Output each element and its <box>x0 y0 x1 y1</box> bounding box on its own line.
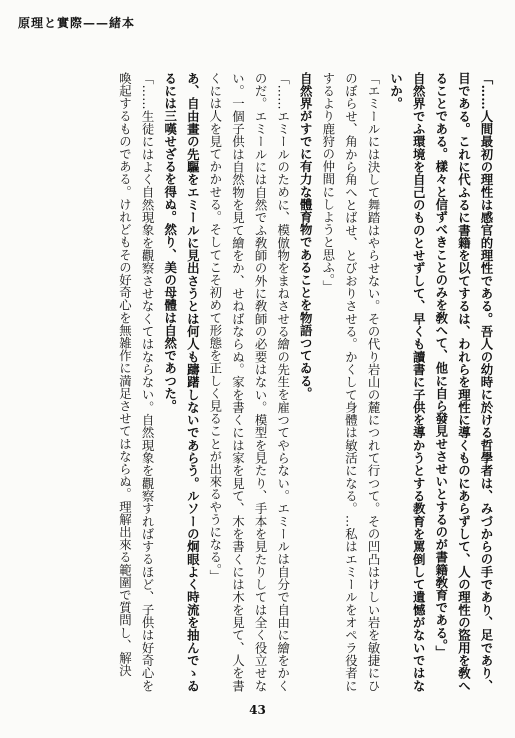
body-text <box>27 72 497 692</box>
paragraph-commentary-1: 自然界でふ環境を自己のものとせずして、早くも讀書に子供を導かうとする教育を罵倒して遺憾がないではないか。 <box>388 72 427 692</box>
paragraph-quote-1: 「……人間最初の理性は感官的理性である。吾人の幼時に於ける哲學者は、みづからの手であり、足であり、目である。これに代ふるに書籍を以てするは、われらを理性に導くものにあらずして、人の理性の盜用を敎へることである。樣々と信ずべきことのみを敎へて、他に自ら發見せさせいとするのが書籍敎育である。」 <box>433 72 494 692</box>
paragraph-commentary-2: 自然界がすでに有力な體育物であることを物語つてゐる。 <box>298 72 314 400</box>
running-head: 原理と實際——緒本 <box>18 16 136 30</box>
paragraph-quote-2: 「エミールには決して舞踏はやらせない。その代り岩山の麓につれて行つて。その凹凸はけしい岩を敏捷にひのぼらせ、角から角へとばせ、とびおりさせる。かくして身體は敏活になる。…私はエミールをオペラ役者にするより鹿狩の仲間にしようと思ふ。」 <box>320 72 382 692</box>
page-number: 43 <box>249 703 266 717</box>
paragraph-quote-4: 「……生徒にはよく自然現象を觀察させなくてはならない。自然現象を觀察すればするほど、子供は好奇心を喚起するものである。けれどもその好奇心を無雑作に満足させてはならぬ。理解出來る範圍で質問し、解決 <box>117 72 156 692</box>
paragraph-commentary-3: あ、自由畫の先驅をエミールに見出さうとは何人も躊躇しないであらう。ルソーの炯眼よく時流を抽んでゝゐるには三嘆せざるを得ぬ。然り、美の母體は自然であつた。 <box>162 72 201 692</box>
paragraph-quote-3: 「……エミールのために、模倣物をまねさせる繪の先生を雇つてやらない。エミールは自分で自由に繪をかくのだ。エミールには自然でふ敎師の外に敎師の必要はない。模型を見たり、手本を見たりしては全く役立せない。一個子供は自然物を見て繪をか、せねばならぬ。家を書くには家を見て、木を書くには木を見て、人を書くには人を見てかかせる。そしてこそ初めて形態を正しく見ることが出來るやうになる。」 <box>207 72 291 692</box>
